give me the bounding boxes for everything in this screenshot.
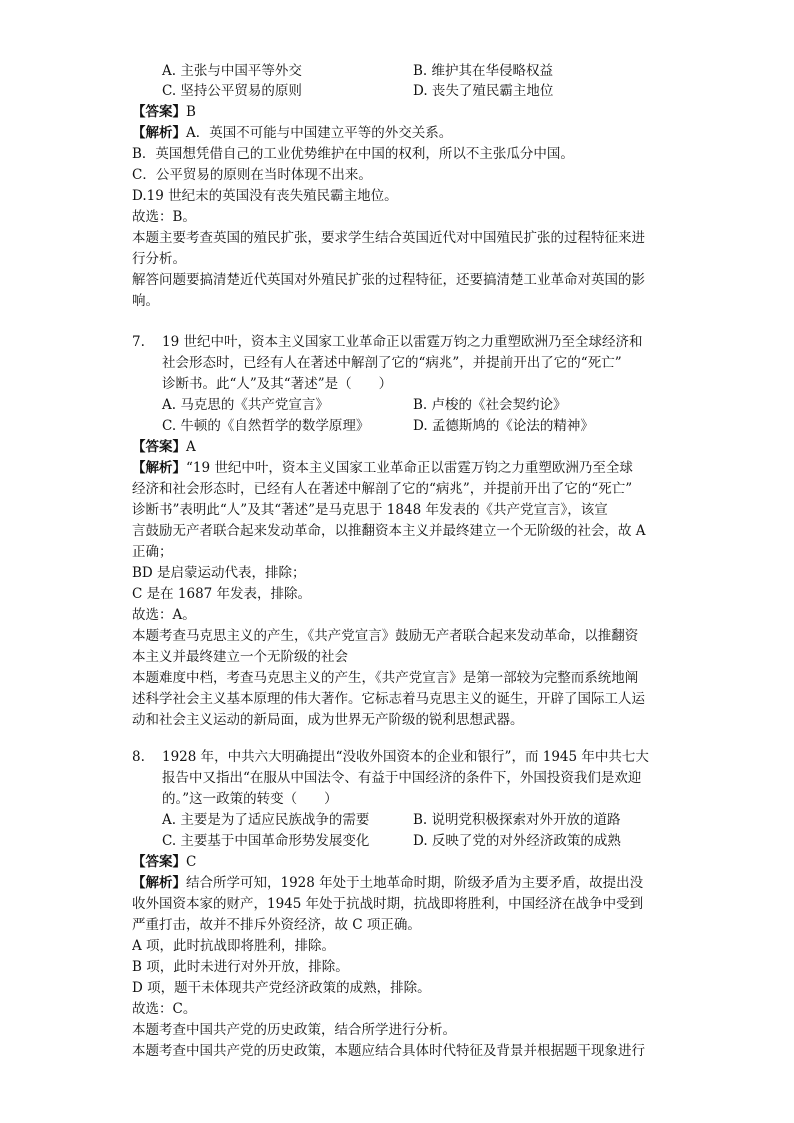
q7-option-c: C. 牛顿的《自然哲学的数学原理》	[162, 418, 370, 434]
q6-analysis-line: 响。	[132, 293, 159, 309]
q8-analysis-first: 结合所学可知，1928 年处于土地革命时期，阶级矛盾为主要矛盾，故提出没	[186, 875, 644, 891]
q6-analysis-first-line	[132, 123, 662, 144]
q8-analysis-line: 收外国资本家的财产，1945 年处于抗战时期，抗战即将胜利，中国经济在战争中受到	[132, 896, 644, 912]
q8-option-d: D. 反映了党的对外经济政策的成熟	[413, 833, 621, 849]
q7-analysis-first-line	[132, 458, 662, 479]
q7-stem-line: 19 世纪中叶，资本主义国家工业革命正以雷霆万钧之力重塑欧洲乃至全球经济和	[162, 334, 643, 350]
q7-analysis-line: 诊断书”表明此“人”及其“著述”是马克思于 1848 年发表的《共产党宣言》，该宣	[132, 502, 608, 518]
q7-analysis-line: 动和社会主义运动的新局面，成为世界无产阶级的锐利思想武器。	[132, 712, 524, 728]
q8-number: 8.	[132, 749, 145, 765]
answer-tag: 【答案】	[132, 439, 186, 455]
q7-analysis-first: “19 世纪中叶，资本主义国家工业革命正以雷霆万钧之力重塑欧洲乃至全球	[186, 460, 633, 476]
q8-option-b: B. 说明党积极探索对外开放的道路	[413, 812, 621, 828]
q8-analysis-line: D 项，题干未体现共产党经济政策的成熟，排除。	[132, 980, 431, 996]
q8-option-a: A. 主要是为了适应民族战争的需要	[162, 812, 370, 828]
analysis-tag: 【解析】	[132, 460, 186, 476]
q8-analysis-first-line	[132, 873, 662, 894]
q7-answer: A	[186, 439, 196, 455]
q8-option-c: C. 主要基于中国革命形势发展变化	[162, 833, 370, 849]
q8-analysis-line: 本题考查中国共产党的历史政策，结合所学进行分析。	[132, 1022, 456, 1038]
analysis-tag: 【解析】	[132, 875, 186, 891]
q6-analysis-line: C．公平贸易的原则在当时体现不出来。	[132, 167, 372, 183]
analysis-tag: 【解析】	[132, 125, 186, 141]
answer-tag: 【答案】	[132, 854, 186, 870]
q7-analysis-line: BD 是启蒙运动代表，排除；	[132, 565, 306, 581]
q6-option-a: A. 主张与中国平等外交	[162, 63, 302, 79]
q8-analysis-line: 故选：C。	[132, 1001, 197, 1017]
q6-option-d: D. 丧失了殖民霸主地位	[413, 83, 554, 99]
q6-analysis-line: D.19 世纪末的英国没有丧失殖民霸主地位。	[132, 188, 398, 204]
q8-answer-line	[132, 852, 662, 873]
q8-analysis-line: 严重打击，故并不排斥外资经济，故 C 项正确。	[132, 917, 421, 933]
q8-analysis-line: 本题考查中国共产党的历史政策，本题应结合具体时代特征及背景并根据题干现象进行	[132, 1043, 645, 1059]
q6-analysis-line: 本题主要考查英国的殖民扩张，要求学生结合英国近代对中国殖民扩张的过程特征来进	[132, 230, 645, 246]
q7-answer-line	[132, 437, 662, 458]
q8-stem-line: 的。”这一政策的转变（ ）	[162, 791, 338, 807]
q6-analysis-line: B．英国想凭借自己的工业优势维护在中国的权利，所以不主张瓜分中国。	[132, 146, 574, 162]
q7-number: 7.	[132, 334, 145, 350]
q7-stem-line: 社会形态时，已经有人在著述中解剖了它的“病兆”，并提前开出了它的“死亡”	[162, 355, 622, 371]
q7-analysis-line: 正确；	[132, 544, 173, 560]
q7-analysis-line: 本题考查马克思主义的产生，《共产党宣言》鼓励无产者联合起来发动革命，以推翻资	[132, 628, 639, 644]
q6-analysis-line: 解答问题要搞清楚近代英国对外殖民扩张的过程特征，还要搞清楚工业革命对英国的影	[132, 272, 645, 288]
q6-analysis-line: 行分析。	[132, 251, 186, 267]
q7-stem-line: 诊断书。此“人”及其“著述”是（ ）	[162, 376, 393, 392]
q7-analysis-line: C 是在 1687 年发表，排除。	[132, 586, 312, 602]
q6-answer: B	[186, 104, 196, 120]
q8-stem-line: 报告中又指出“在服从中国法令、有益于中国经济的条件下，外国投资我们是欢迎	[162, 770, 642, 786]
q7-option-b: B. 卢梭的《社会契约论》	[413, 397, 567, 413]
q7-analysis-line: 述科学社会主义基本原理的伟大著作。它标志着马克思主义的诞生，开辟了国际工人运	[132, 691, 645, 707]
q7-analysis-line: 故选：A。	[132, 607, 196, 623]
q8-stem-line: 1928 年，中共六大明确提出“没收外国资本的企业和银行”，而 1945 年中共七大	[162, 749, 649, 765]
q7-analysis-line: 言鼓励无产者联合起来发动革命，以推翻资本主义并最终建立一个无阶级的社会，故 A	[132, 523, 646, 539]
q6-answer-line	[132, 102, 662, 123]
q7-analysis-line: 本主义并最终建立一个无阶级的社会	[132, 649, 348, 665]
q6-analysis-line: 故选：B。	[132, 209, 196, 225]
q8-analysis-line: B 项，此时未进行对外开放，排除。	[132, 959, 349, 975]
q6-option-c: C. 坚持公平贸易的原则	[162, 83, 302, 99]
q8-analysis-line: A 项，此时抗战即将胜利，排除。	[132, 938, 336, 954]
q6-analysis-first: A．英国不可能与中国建立平等的外交关系。	[186, 125, 453, 141]
q7-option-a: A. 马克思的《共产党宣言》	[162, 397, 329, 413]
q6-option-b: B. 维护其在华侵略权益	[413, 63, 554, 79]
q7-analysis-line: 本题难度中档，考查马克思主义的产生，《共产党宣言》是第一部较为完整而系统地阐	[132, 670, 639, 686]
q7-option-d: D. 孟德斯鸠的《论法的精神》	[413, 418, 594, 434]
q7-analysis-line: 经济和社会形态时，已经有人在著述中解剖了它的“病兆”，并提前开出了它的“死亡”	[132, 481, 633, 497]
q8-answer: C	[186, 854, 197, 870]
answer-tag: 【答案】	[132, 104, 186, 120]
